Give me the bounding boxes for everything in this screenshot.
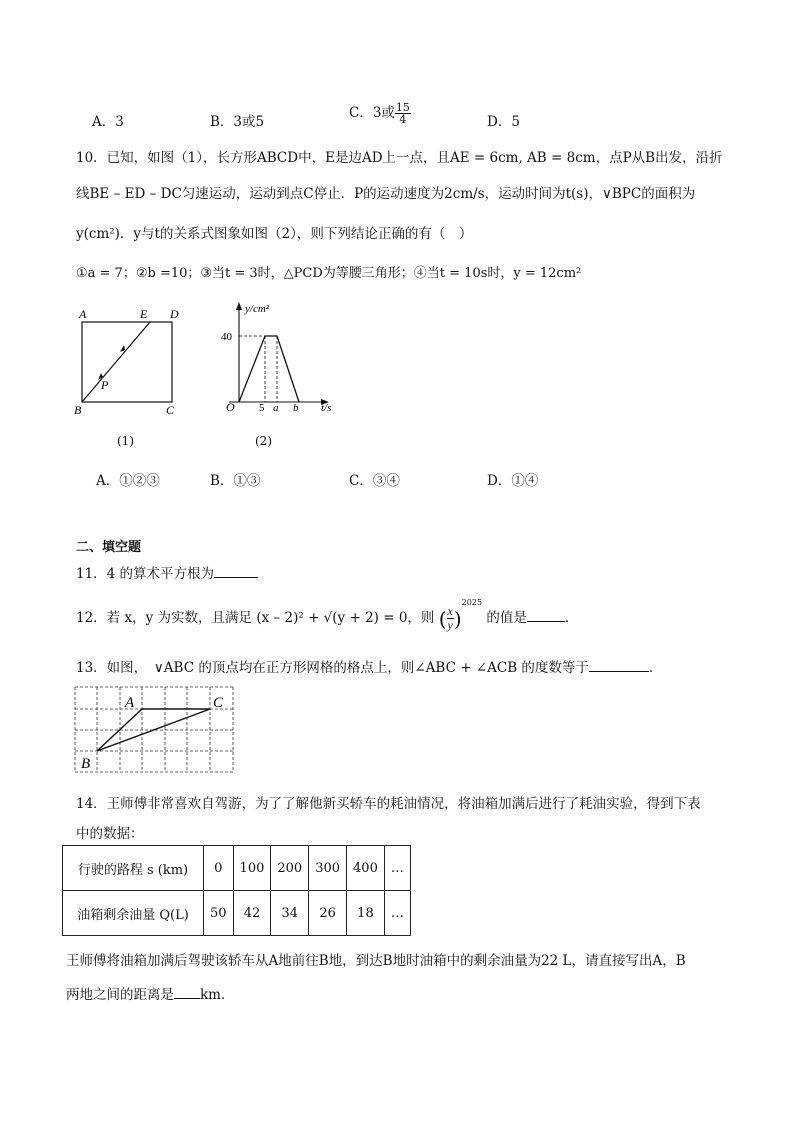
q10-statements: ①a = 7；②b =10；③当t = 3时，△PCD为等腰三角形；④当t = 10s时，y = 12cm² xyxy=(76,266,582,281)
tick-40: 40 xyxy=(221,331,232,343)
q10-option-d: D．①④ xyxy=(487,473,539,489)
table-cell: 34 xyxy=(271,891,309,936)
tick-b: b xyxy=(293,402,299,414)
q14-after2 xyxy=(66,983,234,1003)
q14-after1: 王师傅将油箱加满后驾驶该轿车从A地前往B地，到达B地时油箱中的剩余油量为22 L，请直接写出A，B xyxy=(66,953,686,969)
q9-option-c-label: C．3或 xyxy=(349,105,395,121)
table-cell: 油箱剩余油量 Q(L) xyxy=(63,891,204,936)
q12-exponent: 2025 xyxy=(461,597,483,607)
origin-label: O xyxy=(226,400,235,414)
q12-answer-blank xyxy=(527,609,565,622)
q14-line1: 14．王师傅非常喜欢自驾游，为了了解他新买轿车的耗油情况，将油箱加满后进行了耗油实验，得到下表 xyxy=(76,796,701,812)
table-cell: 0 xyxy=(204,846,234,891)
q11-answer-blank xyxy=(214,565,258,578)
q12-paren-close: ) xyxy=(453,606,462,631)
table-cell: … xyxy=(384,891,410,936)
table-cell: 42 xyxy=(233,891,271,936)
arrow-upper xyxy=(120,345,125,352)
label-e: E xyxy=(140,307,148,321)
q11 xyxy=(76,562,258,582)
table-cell: 400 xyxy=(347,846,385,891)
q12-expression: (x – 2)² + √(y + 2) = 0，则 xyxy=(256,610,435,626)
label-p: P xyxy=(101,378,109,392)
triangle-abc xyxy=(97,709,210,751)
q14-answer-blank xyxy=(174,986,200,999)
q10-option-a: A．①②③ xyxy=(96,473,160,489)
q9-option-a: A．3 xyxy=(92,114,124,130)
section-title: 二、填空题 xyxy=(76,540,142,555)
segment-be xyxy=(82,322,150,402)
label-c: C xyxy=(213,695,224,711)
label-b: B xyxy=(74,403,82,417)
q10-line2: 线BE – ED – DC匀速运动，运动到点C停止．P的运动速度为2cm/s，运动时间为t(s)，∨BPC的面积为 xyxy=(76,186,696,202)
table-cell: … xyxy=(384,846,410,891)
q12-fraction: $\frac{x}{y}$ xyxy=(447,604,453,632)
q13-text: 13．如图， ∨ABC 的顶点均在正方形网格的格点上，则∠ABC + ∠ACB 的度数等于 xyxy=(76,660,589,676)
q12-pre: 12．若 x，y 为实数，且满足 xyxy=(76,610,253,626)
table-cell: 100 xyxy=(233,846,271,891)
x-axis-label: t/s xyxy=(321,402,332,414)
q14-after2-post: km． xyxy=(200,987,235,1003)
q13: 13．如图， ∨ABC 的顶点均在正方形网格的格点上，则∠ABC + ∠ACB 的度数等于 ． xyxy=(76,660,663,676)
table-row xyxy=(63,846,411,891)
q9-option-b: B．3或5 xyxy=(210,114,265,130)
q14-table xyxy=(62,845,411,936)
q10-line1: 10．已知，如图（1），长方形ABCD中，E是边AD上一点，且AE = 6cm, AB = 8cm，点P从B出发，沿折 xyxy=(76,150,723,166)
q10-line3: y(cm²)．y与t的关系式图象如图（2），则下列结论正确的有（ ） xyxy=(76,226,473,242)
q14-line2: 中的数据： xyxy=(76,826,144,842)
tick-a: a xyxy=(273,402,279,414)
y-axis-label: y/cm² xyxy=(245,303,270,315)
q9-option-c xyxy=(349,101,411,125)
label-b: B xyxy=(81,756,91,772)
q10-figure-2-caption: (2) xyxy=(255,434,272,448)
q9-option-d: D．5 xyxy=(487,114,520,130)
q10-option-b: B．①③ xyxy=(210,473,261,489)
label-a: A xyxy=(125,695,135,711)
q13-grid-figure xyxy=(72,684,237,776)
graph-line xyxy=(239,336,299,402)
table-cell: 50 xyxy=(204,891,234,936)
q12: 12．若 x，y 为实数，且满足 (x – 2)² + √(y + 2) = 0，则 ( $\frac{x}{y}$ )$^{2025}$ 的值是 ． xyxy=(76,597,579,632)
table-row xyxy=(63,891,411,936)
rectangle-abcd xyxy=(82,322,172,402)
table-cell: 200 xyxy=(271,846,309,891)
q10-figure-1 xyxy=(70,300,190,425)
label-d: D xyxy=(170,307,179,321)
table-cell: 18 xyxy=(347,891,385,936)
tick-5: 5 xyxy=(259,402,265,414)
q12-post: 的值是 xyxy=(486,610,527,626)
q10-figure-2 xyxy=(215,298,340,418)
q13-answer-blank xyxy=(589,659,649,672)
q9-option-c-fraction: $\frac{15}{4}$ xyxy=(395,101,410,126)
y-axis-arrow xyxy=(236,302,242,310)
q14-after2-pre: 两地之间的距离是 xyxy=(66,987,174,1003)
q10-figure-1-caption: (1) xyxy=(117,434,134,448)
label-a: A xyxy=(79,307,87,321)
label-c: C xyxy=(166,403,175,417)
q12-paren: ( xyxy=(438,606,447,631)
q10-option-c: C．③④ xyxy=(349,473,400,489)
q11-text: 11．4 的算术平方根为 xyxy=(76,566,215,582)
table-cell: 26 xyxy=(309,891,347,936)
table-cell: 300 xyxy=(309,846,347,891)
table-cell: 行驶的路程 s (km) xyxy=(63,846,204,891)
